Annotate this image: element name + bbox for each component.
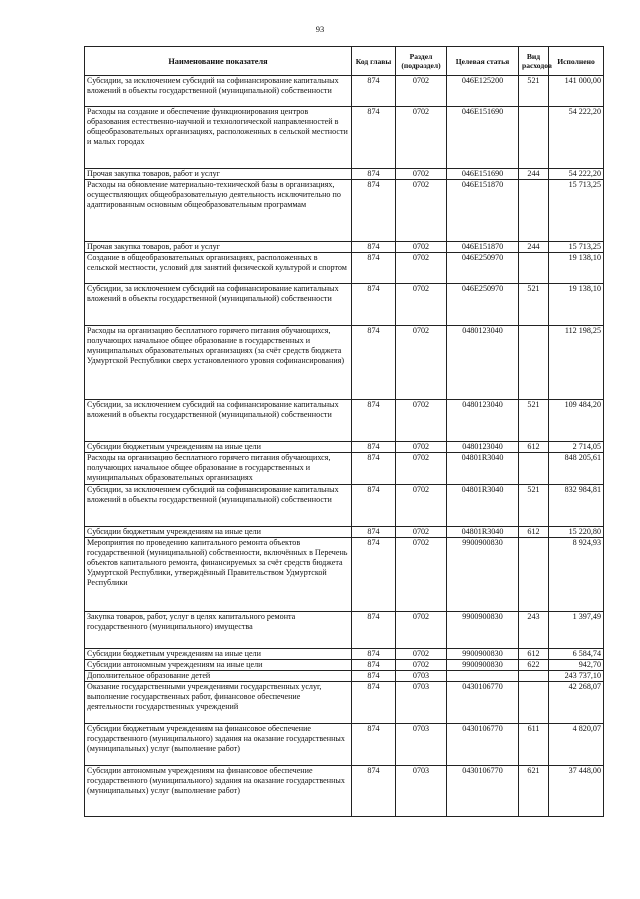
cell-executed: 8 924,93 <box>549 538 604 612</box>
cell-section: 0703 <box>396 766 447 817</box>
cell-target: 04801R3040 <box>447 453 519 485</box>
cell-executed: 141 000,00 <box>549 76 604 107</box>
cell-section: 0702 <box>396 76 447 107</box>
header-section: Раздел (подраздел) <box>396 47 447 76</box>
cell-executed: 109 484,20 <box>549 400 604 442</box>
cell-section: 0702 <box>396 326 447 400</box>
cell-kind <box>519 671 549 682</box>
header-name: Наименование показателя <box>85 47 352 76</box>
cell-code: 874 <box>352 612 396 649</box>
cell-target: 046E151690 <box>447 169 519 180</box>
header-target: Целевая статья <box>447 47 519 76</box>
cell-name: Расходы на организацию бесплатного горячего питания обучающихся, получающих начальное общее образование в государственных и муниципальных образовательных организациях (за счёт средств бюджета Удмуртской Республики сверх установленного уровня софинансирования) <box>85 326 352 400</box>
cell-name: Субсидии бюджетным учреждениям на иные цели <box>85 527 352 538</box>
cell-kind: 521 <box>519 284 549 326</box>
table-row <box>85 326 604 400</box>
cell-kind: 521 <box>519 400 549 442</box>
cell-name: Субсидии, за исключением субсидий на софинансирование капитальных вложений в объекты государственной (муниципальной) собственности <box>85 485 352 527</box>
table-row <box>85 453 604 485</box>
cell-target: 0430106770 <box>447 766 519 817</box>
cell-name: Прочая закупка товаров, работ и услуг <box>85 242 352 253</box>
table-row <box>85 442 604 453</box>
cell-code: 874 <box>352 180 396 242</box>
cell-name: Расходы на обновление материально-технической базы в организациях, осуществляющих общеобразовательную деятельность исключительно по адаптированным основным общеобразовательным программам <box>85 180 352 242</box>
cell-code: 874 <box>352 242 396 253</box>
cell-kind: 612 <box>519 527 549 538</box>
cell-target: 046E250970 <box>447 253 519 284</box>
cell-kind: 612 <box>519 442 549 453</box>
expenditure-table <box>84 46 604 817</box>
table-row <box>85 180 604 242</box>
cell-kind: 622 <box>519 660 549 671</box>
cell-kind <box>519 538 549 612</box>
cell-executed: 15 713,25 <box>549 180 604 242</box>
table-row <box>85 766 604 817</box>
cell-target: 04801R3040 <box>447 485 519 527</box>
cell-section: 0702 <box>396 253 447 284</box>
table-row <box>85 253 604 284</box>
cell-section: 0702 <box>396 169 447 180</box>
cell-name: Прочая закупка товаров, работ и услуг <box>85 169 352 180</box>
cell-code: 874 <box>352 253 396 284</box>
cell-kind <box>519 453 549 485</box>
cell-section: 0702 <box>396 527 447 538</box>
cell-target: 046E125200 <box>447 76 519 107</box>
table-row <box>85 107 604 169</box>
cell-name: Субсидии, за исключением субсидий на софинансирование капитальных вложений в объекты государственной (муниципальной) собственности <box>85 284 352 326</box>
cell-target: 0480123040 <box>447 326 519 400</box>
cell-executed: 4 820,07 <box>549 724 604 766</box>
table-row <box>85 660 604 671</box>
cell-section: 0702 <box>396 400 447 442</box>
cell-code: 874 <box>352 169 396 180</box>
cell-name: Создание в общеобразовательных организациях, расположенных в сельской местности, условий для занятий физической культурой и спортом <box>85 253 352 284</box>
header-kind: Вид расходов <box>519 47 549 76</box>
cell-name: Субсидии автономным учреждениям на финансовое обеспечение государственного (муниципального) задания на оказание государственных (муниципальных) услуг (выполнение работ) <box>85 766 352 817</box>
cell-target: 0480123040 <box>447 442 519 453</box>
cell-kind: 611 <box>519 724 549 766</box>
cell-executed: 19 138,10 <box>549 253 604 284</box>
cell-code: 874 <box>352 284 396 326</box>
cell-section: 0702 <box>396 453 447 485</box>
cell-executed: 243 737,10 <box>549 671 604 682</box>
table-row <box>85 284 604 326</box>
cell-code: 874 <box>352 682 396 724</box>
cell-section: 0702 <box>396 649 447 660</box>
cell-target: 046E151870 <box>447 180 519 242</box>
cell-executed: 832 984,81 <box>549 485 604 527</box>
cell-kind: 244 <box>519 242 549 253</box>
cell-code: 874 <box>352 400 396 442</box>
table-row <box>85 76 604 107</box>
table-row <box>85 400 604 442</box>
cell-name: Субсидии бюджетным учреждениям на иные цели <box>85 649 352 660</box>
cell-name: Субсидии автономным учреждениям на иные цели <box>85 660 352 671</box>
cell-executed: 54 222,20 <box>549 169 604 180</box>
table-row <box>85 485 604 527</box>
cell-code: 874 <box>352 453 396 485</box>
cell-target: 0480123040 <box>447 400 519 442</box>
cell-kind: 521 <box>519 485 549 527</box>
cell-kind <box>519 107 549 169</box>
table-header <box>85 47 604 76</box>
table-row <box>85 612 604 649</box>
cell-target: 046E151870 <box>447 242 519 253</box>
table-row <box>85 649 604 660</box>
cell-executed: 42 268,07 <box>549 682 604 724</box>
cell-target: 04801R3040 <box>447 527 519 538</box>
table-row <box>85 527 604 538</box>
cell-kind: 521 <box>519 76 549 107</box>
table-body <box>85 76 604 817</box>
cell-kind: 621 <box>519 766 549 817</box>
table-row <box>85 671 604 682</box>
table-row <box>85 682 604 724</box>
cell-executed: 15 220,80 <box>549 527 604 538</box>
cell-code: 874 <box>352 485 396 527</box>
cell-name: Оказание государственными учреждениями государственных услуг, выполнение государственных работ, финансовое обеспечение деятельности государственных учреждений <box>85 682 352 724</box>
cell-target <box>447 671 519 682</box>
cell-name: Расходы на организацию бесплатного горячего питания обучающихся, получающих начальное общее образование в государственных и муниципальных образовательных организациях <box>85 453 352 485</box>
page-number: 93 <box>315 24 325 34</box>
cell-name: Закупка товаров, работ, услуг в целях капитального ремонта государственного (муниципального) имущества <box>85 612 352 649</box>
cell-target: 9900900830 <box>447 538 519 612</box>
cell-name: Расходы на создание и обеспечение функционирования центров образования естественно-научной и технологической направленностей в общеобразовательных организациях, расположенных в сельской местности и малых городах <box>85 107 352 169</box>
cell-section: 0702 <box>396 612 447 649</box>
cell-target: 9900900830 <box>447 612 519 649</box>
cell-executed: 848 205,61 <box>549 453 604 485</box>
cell-section: 0702 <box>396 538 447 612</box>
cell-executed: 15 713,25 <box>549 242 604 253</box>
cell-target: 9900900830 <box>447 649 519 660</box>
cell-name: Субсидии бюджетным учреждениям на финансовое обеспечение государственного (муниципального) задания на оказание государственных (муниципальных) услуг (выполнение работ) <box>85 724 352 766</box>
table-row <box>85 169 604 180</box>
cell-section: 0702 <box>396 660 447 671</box>
cell-section: 0703 <box>396 671 447 682</box>
cell-kind: 244 <box>519 169 549 180</box>
cell-executed: 1 397,49 <box>549 612 604 649</box>
cell-target: 0430106770 <box>447 724 519 766</box>
cell-executed: 19 138,10 <box>549 284 604 326</box>
cell-code: 874 <box>352 649 396 660</box>
cell-section: 0702 <box>396 242 447 253</box>
cell-executed: 942,70 <box>549 660 604 671</box>
header-executed: Исполнено <box>549 47 604 76</box>
cell-code: 874 <box>352 76 396 107</box>
cell-kind <box>519 253 549 284</box>
cell-code: 874 <box>352 442 396 453</box>
table-row <box>85 242 604 253</box>
cell-name: Субсидии бюджетным учреждениям на иные цели <box>85 442 352 453</box>
cell-section: 0702 <box>396 442 447 453</box>
cell-section: 0702 <box>396 107 447 169</box>
cell-code: 874 <box>352 326 396 400</box>
cell-name: Дополнительное образование детей <box>85 671 352 682</box>
cell-section: 0702 <box>396 284 447 326</box>
cell-section: 0702 <box>396 180 447 242</box>
cell-name: Субсидии, за исключением субсидий на софинансирование капитальных вложений в объекты государственной (муниципальной) собственности <box>85 76 352 107</box>
cell-executed: 37 448,00 <box>549 766 604 817</box>
cell-code: 874 <box>352 724 396 766</box>
cell-section: 0702 <box>396 485 447 527</box>
cell-target: 046E151690 <box>447 107 519 169</box>
cell-executed: 112 198,25 <box>549 326 604 400</box>
table-row <box>85 724 604 766</box>
header-code: Код главы <box>352 47 396 76</box>
cell-executed: 54 222,20 <box>549 107 604 169</box>
cell-kind: 612 <box>519 649 549 660</box>
cell-target: 0430106770 <box>447 682 519 724</box>
table-row <box>85 538 604 612</box>
cell-code: 874 <box>352 538 396 612</box>
cell-target: 9900900830 <box>447 660 519 671</box>
cell-code: 874 <box>352 107 396 169</box>
cell-section: 0703 <box>396 682 447 724</box>
cell-target: 046E250970 <box>447 284 519 326</box>
cell-code: 874 <box>352 766 396 817</box>
cell-code: 874 <box>352 527 396 538</box>
cell-kind <box>519 180 549 242</box>
cell-name: Мероприятия по проведению капитального ремонта объектов государственной (муниципальной) собственности, включённых в Перечень объектов капитального ремонта, финансируемых за счёт средств бюджета Удмуртской Республики, утверждённый Правительством Удмуртской Республики <box>85 538 352 612</box>
cell-executed: 6 584,74 <box>549 649 604 660</box>
cell-kind <box>519 326 549 400</box>
cell-section: 0703 <box>396 724 447 766</box>
cell-kind <box>519 682 549 724</box>
cell-code: 874 <box>352 671 396 682</box>
cell-code: 874 <box>352 660 396 671</box>
cell-kind: 243 <box>519 612 549 649</box>
cell-executed: 2 714,05 <box>549 442 604 453</box>
cell-name: Субсидии, за исключением субсидий на софинансирование капитальных вложений в объекты государственной (муниципальной) собственности <box>85 400 352 442</box>
